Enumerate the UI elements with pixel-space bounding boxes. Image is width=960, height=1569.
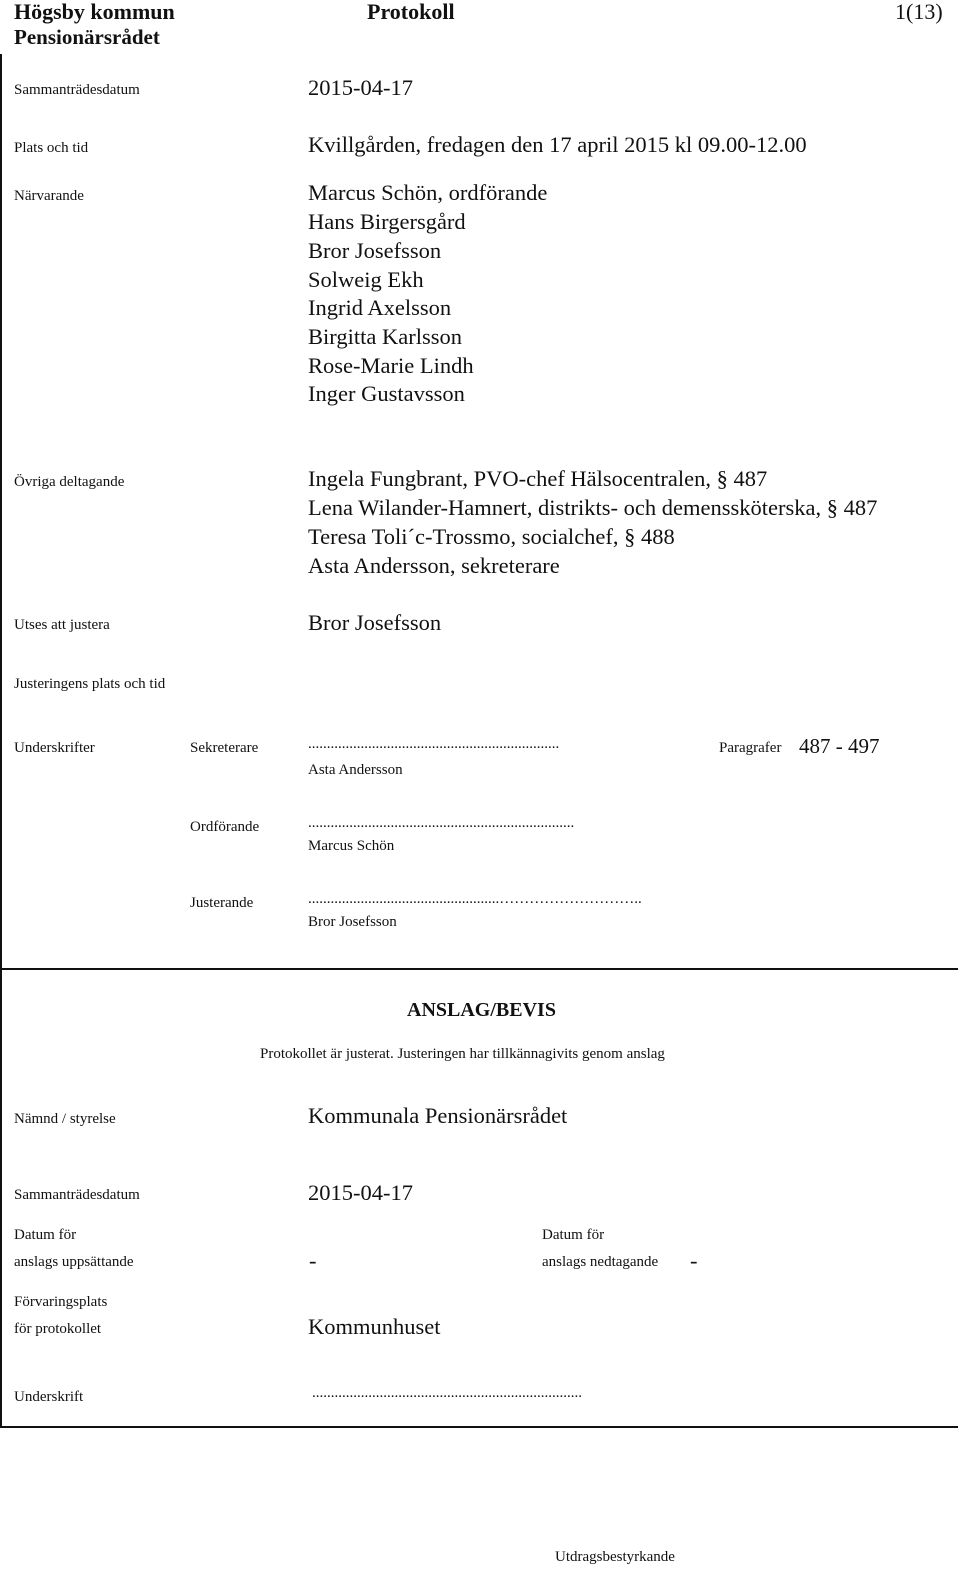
notice-statement: Protokollet är justerat. Justeringen har tillkännagivits genom anslag [260, 1046, 665, 1062]
body-name: Pensionärsrådet [14, 25, 160, 49]
top-left-rule [0, 54, 2, 969]
removed-value: - [690, 1248, 698, 1273]
present-member: Birgitta Karlsson [308, 324, 462, 349]
adjuster-value: Bror Josefsson [308, 610, 442, 635]
notice-left-rule [0, 970, 2, 1428]
meeting-date-value: 2015-04-17 [308, 75, 413, 100]
adjuster-signature-label: Justerande [190, 895, 254, 911]
storage-label-line2: för protokollet [14, 1321, 102, 1337]
present-member: Marcus Schön, ordförande [308, 180, 548, 205]
certification-label: Utdragsbestyrkande [555, 1549, 675, 1565]
notice-title: ANSLAG/BEVIS [407, 999, 556, 1021]
participant-text: Asta Andersson, sekreterare [308, 553, 560, 578]
paragraphs-value: 487 - 497 [799, 734, 880, 758]
other-participant [308, 525, 675, 550]
posted-value: - [309, 1248, 317, 1273]
secretary-name: Asta Andersson [308, 762, 403, 778]
adjuster-signature-line[interactable]: ...................................................……………………….. [308, 891, 642, 907]
chair-label: Ordförande [190, 819, 260, 835]
present-member: Inger Gustavsson [308, 381, 465, 406]
chair-name: Marcus Schön [308, 838, 395, 854]
section-number: 488 [641, 524, 675, 549]
notice-signature-line[interactable]: ........................................................................ [312, 1385, 582, 1401]
storage-label-line1: Förvaringsplats [14, 1294, 108, 1310]
participant-text: Lena Wilander-Hamnert, distrikts- och demenssköterska, [308, 495, 822, 520]
section-symbol: § [826, 495, 838, 520]
board-value: Kommunala Pensionärsrådet [308, 1103, 568, 1128]
other-participant [308, 554, 560, 579]
participant-text: Teresa Toli´c-Trossmo, socialchef, [308, 524, 619, 549]
secretary-signature-line[interactable]: ................................................................... [308, 736, 560, 752]
signature-label: Underskrift [14, 1389, 84, 1405]
present-label: Närvarande [14, 188, 84, 204]
section-divider [0, 968, 958, 970]
present-member: Bror Josefsson [308, 238, 442, 263]
board-label: Nämnd / styrelse [14, 1111, 116, 1127]
present-member: Solweig Ekh [308, 267, 424, 292]
present-member: Hans Birgersgård [308, 209, 466, 234]
notice-bottom-rule [0, 1426, 958, 1428]
others-label: Övriga deltagande [14, 474, 125, 490]
section-symbol: § [716, 466, 728, 491]
chair-signature-line[interactable]: ....................................................................... [308, 815, 575, 831]
place-value: Kvillgården, fredagen den 17 april 2015 kl 09.00-12.00 [308, 132, 807, 157]
present-member: Ingrid Axelsson [308, 295, 452, 320]
removed-label-line2: anslags nedtagande [542, 1254, 659, 1270]
posted-label-line2: anslags uppsättande [14, 1254, 134, 1270]
secretary-label: Sekreterare [190, 740, 259, 756]
section-number: 487 [733, 466, 768, 491]
notice-date-label: Sammanträdesdatum [14, 1187, 140, 1203]
storage-value: Kommunhuset [308, 1314, 441, 1339]
signatures-label: Underskrifter [14, 740, 95, 756]
meeting-date-label: Sammanträdesdatum [14, 82, 140, 98]
municipality-name: Högsby kommun [14, 0, 175, 24]
adjuster-name: Bror Josefsson [308, 914, 397, 930]
other-participant [308, 496, 877, 521]
participant-text: Ingela Fungbrant, PVO-chef Hälsocentralen, [308, 466, 711, 491]
page-indicator: 1(13) [895, 0, 943, 24]
posted-label-line1: Datum för [14, 1227, 77, 1243]
adjuster-label: Utses att justera [14, 617, 110, 633]
section-number: 487 [843, 495, 878, 520]
present-member: Rose-Marie Lindh [308, 353, 474, 378]
section-symbol: § [624, 524, 636, 549]
adjust-place-label: Justeringens plats och tid [14, 676, 166, 692]
notice-date-value: 2015-04-17 [308, 1180, 413, 1205]
other-participant [308, 467, 767, 492]
place-label: Plats och tid [14, 140, 89, 156]
document-type: Protokoll [367, 0, 455, 24]
paragraphs-label: Paragrafer [719, 740, 782, 756]
removed-label-line1: Datum för [542, 1227, 605, 1243]
